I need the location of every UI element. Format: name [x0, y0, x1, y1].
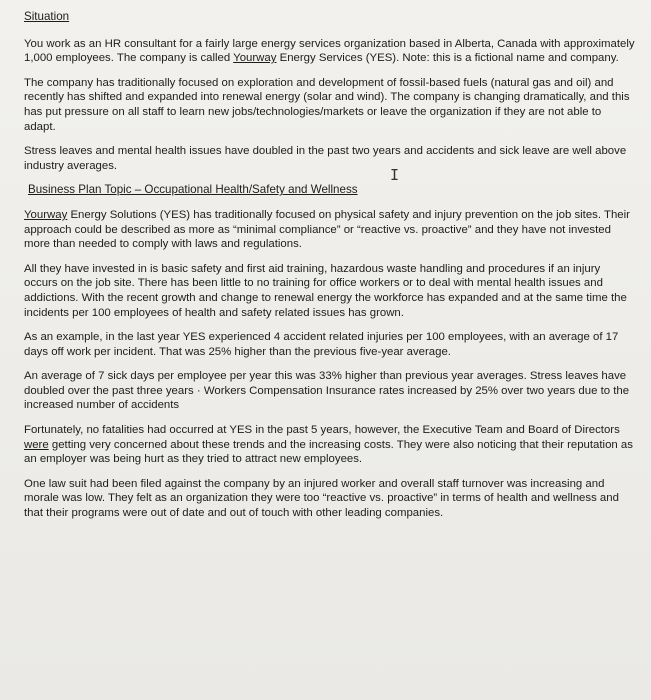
- paragraph-intro-text-b: Energy Services (YES). Note: this is a fictional name and company.: [276, 52, 619, 65]
- paragraph-lawsuit: One law suit had been filed against the company by an injured worker and overall staff turnover was increasing and morale was low. They felt as an organization they were too “reactive vs. proactive” in terms of health and wellness and that their programs were out of date and out of touch with other leading companies.: [24, 477, 619, 520]
- paragraph-investment: All they have invested in is basic safety and first aid training, hazardous waste handling and procedures if an injury occurs on the job site. There has been little to no training for office workers or to deal with mental health issues and addictions. With the recent growth and change to renewal energy the workforce has expanded and at the same time the incidents per 100 employees of health and safety related issues has grown.: [24, 262, 627, 319]
- company-name-underlined: Yourway: [233, 52, 277, 65]
- paragraph-intro: [24, 37, 635, 66]
- paragraph-fatalities-text-a: Fortunately, no fatalities had occurred at YES in the past 5 years, however, the Executive Team and Board of Directors: [24, 424, 620, 437]
- section-heading-situation: Situation: [24, 10, 70, 23]
- paragraph-injury-example: As an example, in the last year YES experienced 4 accident related injuries per 100 employees, with an average of 17 days off work per incident. That was 25% higher than the previous five-year average.: [24, 331, 619, 358]
- paragraph-intro-text-a: You work as an HR consultant for a fairly large energy services organization based in Alberta, Canada with approximately 1,000 employees. The company is called: [24, 37, 635, 65]
- company-name-underlined-2: Yourway: [24, 208, 68, 221]
- paragraph-sick-days: An average of 7 sick days per employee per year this was 33% higher than previous year averages. Stress leaves have doubled over the past three years · Workers Compensation Insurance rates increased by 25% over two years due to the increased number of accidents: [24, 370, 630, 412]
- paragraph-safety-approach-text: Energy Solutions (YES) has traditionally focused on physical safety and injury prevention on the job sites. Their approach could be described as more as “minimal compliance” or “reactive vs. proactive” and they have not invested more than needed to comply with laws and regulations.: [24, 208, 630, 251]
- word-were-underlined: were: [24, 438, 49, 451]
- paragraph-fatalities: [24, 423, 635, 467]
- paragraph-safety-approach: [24, 208, 635, 252]
- section-heading-business-plan: Business Plan Topic – Occupational Health/Safety and Wellness: [28, 183, 358, 197]
- paragraph-fatalities-text-b: getting very concerned about these trends and the increasing costs. They were also noticing that their reputation as an employer was being hurt as they tried to attract new employees.: [24, 438, 633, 466]
- text-cursor-icon: I: [390, 166, 400, 184]
- paragraph-company-history: The company has traditionally focused on exploration and development of fossil-based fuels (natural gas and oil) and recently has shifted and expanded into renewal energy (solar and wind). The company is changing dramatically, and this has put pressure on all staff to learn new jobs/technologies/markets or leave the organization if they are not able to adapt.: [24, 76, 630, 133]
- paragraph-stress-leaves: Stress leaves and mental health issues have doubled in the past two years and accidents and sick leave are well above industry averages.: [24, 145, 627, 172]
